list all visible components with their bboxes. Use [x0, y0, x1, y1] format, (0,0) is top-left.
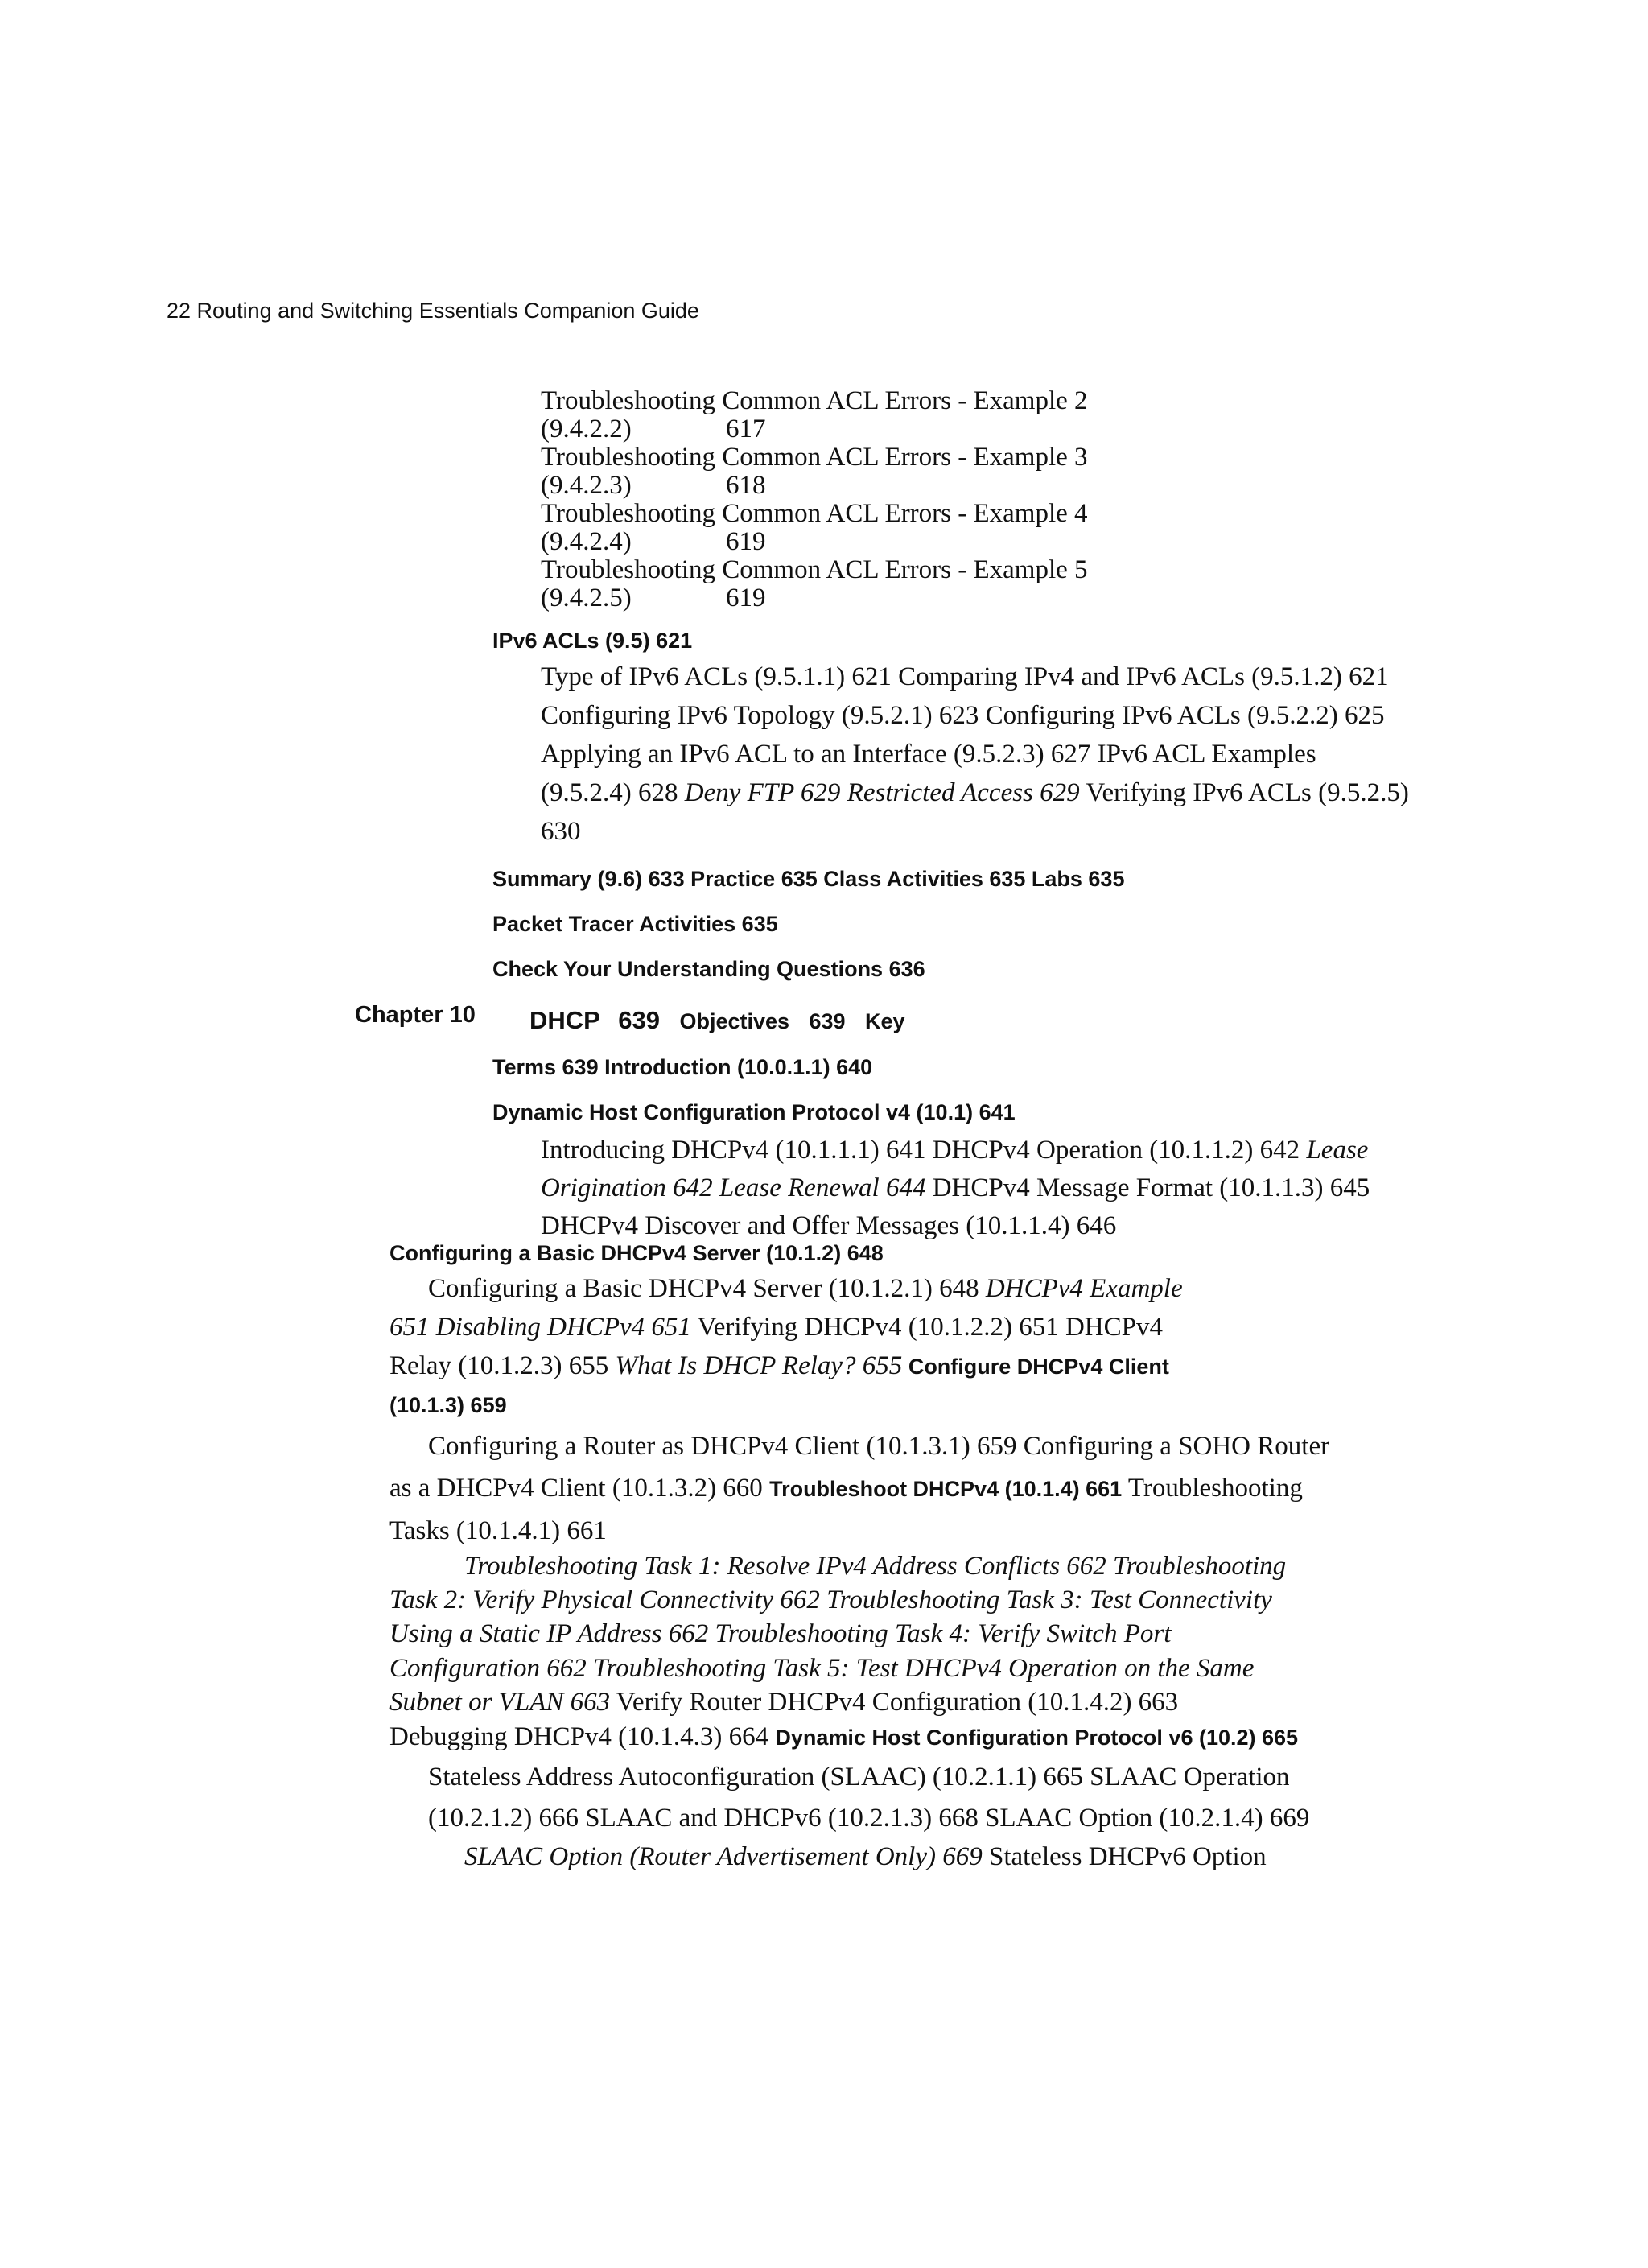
- toc-line-part: Configuring a Basic DHCPv4 Server (10.1.2.1) 648: [428, 1274, 986, 1303]
- toc-line-italic: What Is DHCP Relay? 655: [615, 1351, 903, 1380]
- toc-line-part: Verifying DHCPv4 (10.1.2.2) 651 DHCPv4: [690, 1313, 1163, 1342]
- toc-line-italic: DHCPv4 Example: [985, 1274, 1183, 1303]
- toc-line-italic: Configuration 662 Troubleshooting Task 5: Test DHCPv4 Operation on the Same: [389, 1654, 1255, 1683]
- toc-entry-ref-line: [541, 583, 863, 613]
- toc-line-italic: Lease: [1306, 1136, 1369, 1165]
- toc-line-part: Debugging DHCPv4 (10.1.4.3) 664: [389, 1722, 776, 1751]
- toc-entry-ref: (9.4.2.5): [541, 583, 632, 612]
- objectives-label: Objectives: [679, 1009, 790, 1033]
- section-heading: Configuring a Basic DHCPv4 Server (10.1.2) 648: [389, 1241, 884, 1265]
- section-heading: Terms 639 Introduction (10.0.1.1) 640: [492, 1055, 873, 1079]
- toc-line: 630: [541, 817, 581, 846]
- toc-line: Stateless Address Autoconfiguration (SLAAC) (10.2.1.1) 665 SLAAC Operation: [428, 1763, 1290, 1792]
- toc-line-part: as a DHCPv4 Client (10.1.3.2) 660: [389, 1474, 770, 1503]
- section-heading: Summary (9.6) 633 Practice 635 Class Activities 635 Labs 635: [492, 867, 1125, 891]
- chapter-title: DHCP: [529, 1006, 600, 1034]
- section-heading: Packet Tracer Activities 635: [492, 912, 778, 936]
- toc-line: [389, 1474, 1303, 1503]
- toc-entry-ref: (9.4.2.2): [541, 414, 632, 443]
- toc-entry-ref-line: [541, 414, 863, 444]
- objectives-page: 639: [809, 1009, 846, 1033]
- toc-line: [541, 1173, 1370, 1203]
- toc-line-italic: 651 Disabling DHCPv4 651: [389, 1313, 691, 1342]
- section-heading: Check Your Understanding Questions 636: [492, 957, 925, 981]
- chapter-label: Chapter 10: [355, 1002, 476, 1028]
- toc-entry-ref: (9.4.2.4): [541, 527, 632, 556]
- section-heading: Dynamic Host Configuration Protocol v4 (10.1) 641: [492, 1100, 1016, 1124]
- toc-entry-title: Troubleshooting Common ACL Errors - Example 4: [541, 499, 1088, 528]
- key-label: Key: [865, 1009, 905, 1033]
- toc-line-italic: Task 2: Verify Physical Connectivity 662 Troubleshooting Task 3: Test Connectivity: [389, 1586, 1272, 1614]
- toc-line-part: Verifying IPv6 ACLs (9.5.2.5): [1079, 778, 1409, 807]
- toc-entry-title: Troubleshooting Common ACL Errors - Example 2: [541, 386, 1088, 415]
- toc-line-italic: Using a Static IP Address 662 Troubleshooting Task 4: Verify Switch Port: [389, 1619, 1172, 1648]
- toc-line-bold: Configure DHCPv4 Client: [902, 1355, 1169, 1379]
- section-heading: IPv6 ACLs (9.5) 621: [492, 629, 693, 653]
- toc-entry-page: 617: [726, 414, 766, 443]
- toc-entry-ref: (9.4.2.3): [541, 471, 632, 500]
- toc-line-part: Troubleshooting: [1122, 1474, 1303, 1503]
- toc-line-italic: Troubleshooting Task 1: Resolve IPv4 Address Conflicts 662 Troubleshooting: [464, 1552, 1287, 1581]
- toc-line: [428, 1274, 1183, 1304]
- toc-line-part: DHCPv4 Message Format (10.1.1.3) 645: [925, 1173, 1370, 1202]
- toc-line: [541, 778, 1409, 808]
- toc-entry-page: 619: [726, 583, 766, 612]
- toc-line: [389, 1688, 1178, 1717]
- section-heading: (10.1.3) 659: [389, 1393, 507, 1417]
- toc-line-bold: Troubleshoot DHCPv4 (10.1.4) 661: [769, 1477, 1123, 1501]
- toc-line: Configuring a Router as DHCPv4 Client (10.1.3.1) 659 Configuring a SOHO Router: [428, 1432, 1330, 1461]
- toc-line: Type of IPv6 ACLs (9.5.1.1) 621 Comparing IPv4 and IPv6 ACLs (9.5.1.2) 621: [541, 662, 1389, 691]
- chapter-title-line: [529, 1006, 905, 1035]
- toc-line-italic: SLAAC Option (Router Advertisement Only) 669: [464, 1842, 983, 1871]
- toc-line: [541, 1136, 1368, 1165]
- toc-line-italic: Origination 642 Lease Renewal 644: [541, 1173, 926, 1202]
- toc-line-part: Verify Router DHCPv4 Configuration (10.1.4.2) 663: [610, 1688, 1179, 1717]
- toc-line-part: Introducing DHCPv4 (10.1.1.1) 641 DHCPv4 Operation (10.1.1.2) 642: [541, 1136, 1307, 1165]
- toc-entry-page: 618: [726, 471, 766, 500]
- toc-line-part: Stateless DHCPv6 Option: [982, 1842, 1267, 1871]
- toc-line: [389, 1313, 1163, 1342]
- toc-line: [464, 1842, 1267, 1872]
- toc-line: Configuring IPv6 Topology (9.5.2.1) 623 Configuring IPv6 ACLs (9.5.2.2) 625: [541, 701, 1385, 730]
- toc-entry-title: Troubleshooting Common ACL Errors - Example 5: [541, 555, 1088, 584]
- toc-line-bold: Dynamic Host Configuration Protocol v6 (10.2) 665: [775, 1726, 1299, 1750]
- toc-line: [389, 1722, 1298, 1752]
- toc-line: Tasks (10.1.4.1) 661: [389, 1516, 607, 1545]
- toc-line: DHCPv4 Discover and Offer Messages (10.1.1.4) 646: [541, 1211, 1117, 1240]
- toc-entry-ref-line: [541, 471, 863, 501]
- toc-entry-ref-line: [541, 527, 863, 557]
- toc-line-italic: Subnet or VLAN 663: [389, 1688, 611, 1717]
- toc-line: (10.2.1.2) 666 SLAAC and DHCPv6 (10.2.1.3) 668 SLAAC Option (10.2.1.4) 669: [428, 1804, 1310, 1833]
- toc-line-italic: Deny FTP 629 Restricted Access 629: [684, 778, 1080, 807]
- running-header: 22 Routing and Switching Essentials Companion Guide: [167, 299, 699, 323]
- toc-entry-title: Troubleshooting Common ACL Errors - Example 3: [541, 443, 1088, 472]
- toc-entry-page: 619: [726, 527, 766, 556]
- toc-line: [389, 1351, 1169, 1381]
- toc-line-part: (9.5.2.4) 628: [541, 778, 685, 807]
- chapter-title-page: 639: [618, 1006, 661, 1034]
- toc-line: Applying an IPv6 ACL to an Interface (9.5.2.3) 627 IPv6 ACL Examples: [541, 740, 1316, 769]
- toc-line-part: Relay (10.1.2.3) 655: [389, 1351, 616, 1380]
